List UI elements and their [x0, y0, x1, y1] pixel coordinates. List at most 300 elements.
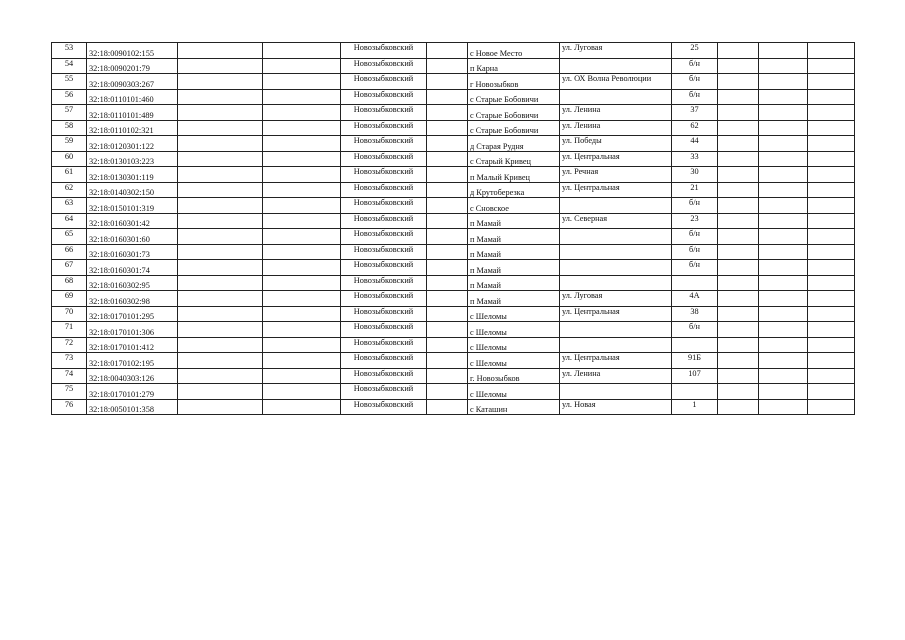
- empty-cell: [427, 229, 468, 245]
- empty-cell: [263, 167, 341, 183]
- district-name: Новозыбковский: [341, 198, 427, 214]
- district-name: Новозыбковский: [341, 74, 427, 90]
- street-name: [560, 244, 672, 260]
- empty-cell: [178, 89, 263, 105]
- empty-cell: [263, 58, 341, 74]
- district-name: Новозыбковский: [341, 213, 427, 229]
- cadastral-number: 32:18:0160301:73: [87, 244, 178, 260]
- empty-cell: [427, 384, 468, 400]
- house-number: 62: [672, 120, 718, 136]
- empty-cell: [427, 306, 468, 322]
- street-name: ул. ОХ Волна Революции: [560, 74, 672, 90]
- street-name: [560, 198, 672, 214]
- street-name: [560, 229, 672, 245]
- empty-cell: [718, 198, 759, 214]
- table-row: [52, 89, 855, 105]
- empty-cell: [178, 182, 263, 198]
- empty-cell: [178, 167, 263, 183]
- empty-cell: [759, 182, 808, 198]
- row-number: 72: [52, 337, 87, 353]
- empty-cell: [178, 229, 263, 245]
- cadastral-number: 32:18:0110102:321: [87, 120, 178, 136]
- house-number: 37: [672, 105, 718, 121]
- cadastral-number: 32:18:0050101:358: [87, 399, 178, 415]
- house-number: б/н: [672, 322, 718, 338]
- street-name: ул. Речная: [560, 167, 672, 183]
- district-name: Новозыбковский: [341, 105, 427, 121]
- row-number: 55: [52, 74, 87, 90]
- empty-cell: [178, 306, 263, 322]
- row-number: 66: [52, 244, 87, 260]
- empty-cell: [718, 244, 759, 260]
- row-number: 63: [52, 198, 87, 214]
- row-number: 69: [52, 291, 87, 307]
- row-number: 57: [52, 105, 87, 121]
- cadastral-number: 32:18:0120301:122: [87, 136, 178, 152]
- cadastral-number: 32:18:0090303:267: [87, 74, 178, 90]
- empty-cell: [718, 120, 759, 136]
- street-name: ул. Центральная: [560, 353, 672, 369]
- empty-cell: [759, 260, 808, 276]
- table-row: [52, 58, 855, 74]
- table-row: [52, 337, 855, 353]
- locality-name: п Малый Кривец: [468, 167, 560, 183]
- table-row: [52, 151, 855, 167]
- empty-cell: [718, 337, 759, 353]
- table-row: [52, 353, 855, 369]
- row-number: 75: [52, 384, 87, 400]
- empty-cell: [178, 291, 263, 307]
- empty-cell: [759, 291, 808, 307]
- locality-name: с Старые Бобовичи: [468, 89, 560, 105]
- cadastral-number: 32:18:0160301:42: [87, 213, 178, 229]
- house-number: [672, 384, 718, 400]
- empty-cell: [759, 167, 808, 183]
- empty-cell: [718, 182, 759, 198]
- empty-cell: [759, 43, 808, 59]
- district-name: Новозыбковский: [341, 291, 427, 307]
- empty-cell: [178, 384, 263, 400]
- empty-cell: [718, 58, 759, 74]
- empty-cell: [718, 74, 759, 90]
- locality-name: п Мамай: [468, 229, 560, 245]
- empty-cell: [178, 43, 263, 59]
- district-name: Новозыбковский: [341, 384, 427, 400]
- house-number: 1: [672, 399, 718, 415]
- empty-cell: [808, 58, 855, 74]
- house-number: 30: [672, 167, 718, 183]
- empty-cell: [718, 399, 759, 415]
- table-row: [52, 399, 855, 415]
- empty-cell: [808, 167, 855, 183]
- locality-name: п Мамай: [468, 213, 560, 229]
- empty-cell: [808, 275, 855, 291]
- locality-name: д Старая Рудня: [468, 136, 560, 152]
- empty-cell: [263, 306, 341, 322]
- locality-name: г Новозыбков: [468, 74, 560, 90]
- empty-cell: [718, 151, 759, 167]
- cadastral-number: 32:18:0160302:98: [87, 291, 178, 307]
- district-name: Новозыбковский: [341, 337, 427, 353]
- empty-cell: [808, 105, 855, 121]
- cadastral-number: 32:18:0130301:119: [87, 167, 178, 183]
- empty-cell: [263, 384, 341, 400]
- empty-cell: [263, 337, 341, 353]
- empty-cell: [427, 275, 468, 291]
- empty-cell: [263, 74, 341, 90]
- cadastral-number: 32:18:0130103:223: [87, 151, 178, 167]
- empty-cell: [718, 322, 759, 338]
- street-name: ул. Ленина: [560, 368, 672, 384]
- empty-cell: [718, 353, 759, 369]
- table-row: [52, 384, 855, 400]
- row-number: 73: [52, 353, 87, 369]
- row-number: 65: [52, 229, 87, 245]
- house-number: 4А: [672, 291, 718, 307]
- empty-cell: [808, 120, 855, 136]
- empty-cell: [263, 322, 341, 338]
- district-name: Новозыбковский: [341, 306, 427, 322]
- cadastral-number: 32:18:0160301:60: [87, 229, 178, 245]
- table-row: [52, 74, 855, 90]
- empty-cell: [759, 322, 808, 338]
- empty-cell: [759, 306, 808, 322]
- empty-cell: [427, 368, 468, 384]
- district-name: Новозыбковский: [341, 322, 427, 338]
- empty-cell: [759, 337, 808, 353]
- empty-cell: [263, 136, 341, 152]
- district-name: Новозыбковский: [341, 260, 427, 276]
- empty-cell: [263, 229, 341, 245]
- house-number: 44: [672, 136, 718, 152]
- empty-cell: [263, 43, 341, 59]
- empty-cell: [808, 368, 855, 384]
- cadastral-number: 32:18:0170101:279: [87, 384, 178, 400]
- empty-cell: [263, 213, 341, 229]
- street-name: ул. Луговая: [560, 291, 672, 307]
- empty-cell: [263, 120, 341, 136]
- empty-cell: [427, 43, 468, 59]
- empty-cell: [808, 136, 855, 152]
- empty-cell: [427, 260, 468, 276]
- empty-cell: [808, 260, 855, 276]
- empty-cell: [759, 353, 808, 369]
- locality-name: п Мамай: [468, 260, 560, 276]
- street-name: [560, 337, 672, 353]
- empty-cell: [178, 136, 263, 152]
- empty-cell: [427, 182, 468, 198]
- empty-cell: [718, 291, 759, 307]
- empty-cell: [808, 244, 855, 260]
- row-number: 62: [52, 182, 87, 198]
- empty-cell: [808, 229, 855, 245]
- empty-cell: [759, 244, 808, 260]
- empty-cell: [808, 306, 855, 322]
- empty-cell: [759, 368, 808, 384]
- district-name: Новозыбковский: [341, 229, 427, 245]
- row-number: 76: [52, 399, 87, 415]
- empty-cell: [808, 399, 855, 415]
- house-number: 33: [672, 151, 718, 167]
- empty-cell: [759, 105, 808, 121]
- empty-cell: [808, 353, 855, 369]
- house-number: 25: [672, 43, 718, 59]
- street-name: ул. Центральная: [560, 151, 672, 167]
- empty-cell: [263, 399, 341, 415]
- locality-name: с Шеломы: [468, 384, 560, 400]
- empty-cell: [759, 198, 808, 214]
- empty-cell: [178, 105, 263, 121]
- empty-cell: [759, 275, 808, 291]
- district-name: Новозыбковский: [341, 136, 427, 152]
- district-name: Новозыбковский: [341, 244, 427, 260]
- house-number: б/н: [672, 198, 718, 214]
- cadastral-number: 32:18:0140302:150: [87, 182, 178, 198]
- empty-cell: [178, 244, 263, 260]
- empty-cell: [178, 275, 263, 291]
- house-number: [672, 275, 718, 291]
- house-number: б/н: [672, 74, 718, 90]
- empty-cell: [178, 399, 263, 415]
- locality-name: п Карна: [468, 58, 560, 74]
- empty-cell: [718, 89, 759, 105]
- empty-cell: [427, 151, 468, 167]
- cadastral-number: 32:18:0090102:155: [87, 43, 178, 59]
- empty-cell: [759, 399, 808, 415]
- street-name: [560, 58, 672, 74]
- street-name: [560, 275, 672, 291]
- empty-cell: [718, 368, 759, 384]
- cadastral-number: 32:18:0150101:319: [87, 198, 178, 214]
- row-number: 53: [52, 43, 87, 59]
- empty-cell: [263, 260, 341, 276]
- empty-cell: [759, 74, 808, 90]
- district-name: Новозыбковский: [341, 167, 427, 183]
- empty-cell: [178, 260, 263, 276]
- empty-cell: [808, 182, 855, 198]
- row-number: 60: [52, 151, 87, 167]
- house-number: б/н: [672, 260, 718, 276]
- empty-cell: [178, 213, 263, 229]
- locality-name: с Сновское: [468, 198, 560, 214]
- empty-cell: [263, 368, 341, 384]
- locality-name: с Шеломы: [468, 337, 560, 353]
- empty-cell: [427, 167, 468, 183]
- row-number: 59: [52, 136, 87, 152]
- street-name: [560, 384, 672, 400]
- empty-cell: [808, 74, 855, 90]
- district-name: Новозыбковский: [341, 182, 427, 198]
- empty-cell: [808, 337, 855, 353]
- empty-cell: [427, 198, 468, 214]
- empty-cell: [263, 151, 341, 167]
- street-name: ул. Победы: [560, 136, 672, 152]
- empty-cell: [759, 384, 808, 400]
- empty-cell: [427, 120, 468, 136]
- cadastral-number: 32:18:0110101:489: [87, 105, 178, 121]
- empty-cell: [427, 399, 468, 415]
- row-number: 70: [52, 306, 87, 322]
- empty-cell: [178, 337, 263, 353]
- table-row: [52, 291, 855, 307]
- empty-cell: [427, 337, 468, 353]
- table-row: [52, 167, 855, 183]
- street-name: ул. Луговая: [560, 43, 672, 59]
- locality-name: п Мамай: [468, 244, 560, 260]
- locality-name: с Каташин: [468, 399, 560, 415]
- table-row: [52, 136, 855, 152]
- cadastral-number: 32:18:0110101:460: [87, 89, 178, 105]
- empty-cell: [263, 244, 341, 260]
- district-name: Новозыбковский: [341, 58, 427, 74]
- empty-cell: [263, 182, 341, 198]
- empty-cell: [427, 244, 468, 260]
- street-name: ул. Новая: [560, 399, 672, 415]
- locality-name: с Старый Кривец: [468, 151, 560, 167]
- empty-cell: [808, 43, 855, 59]
- locality-name: с Шеломы: [468, 322, 560, 338]
- table-row: [52, 105, 855, 121]
- table-row: [52, 120, 855, 136]
- empty-cell: [808, 322, 855, 338]
- district-name: Новозыбковский: [341, 275, 427, 291]
- house-number: [672, 337, 718, 353]
- empty-cell: [718, 384, 759, 400]
- row-number: 68: [52, 275, 87, 291]
- table-row: [52, 306, 855, 322]
- table-row: [52, 198, 855, 214]
- table-row: [52, 260, 855, 276]
- row-number: 58: [52, 120, 87, 136]
- empty-cell: [178, 58, 263, 74]
- empty-cell: [718, 275, 759, 291]
- house-number: б/н: [672, 89, 718, 105]
- row-number: 56: [52, 89, 87, 105]
- cadastral-number: 32:18:0160302:95: [87, 275, 178, 291]
- empty-cell: [808, 198, 855, 214]
- house-number: 107: [672, 368, 718, 384]
- empty-cell: [427, 105, 468, 121]
- cadastral-number: 32:18:0170101:306: [87, 322, 178, 338]
- registry-table: [51, 42, 855, 415]
- house-number: 21: [672, 182, 718, 198]
- locality-name: с Новое Место: [468, 43, 560, 59]
- row-number: 67: [52, 260, 87, 276]
- empty-cell: [178, 353, 263, 369]
- empty-cell: [718, 105, 759, 121]
- district-name: Новозыбковский: [341, 368, 427, 384]
- empty-cell: [718, 43, 759, 59]
- empty-cell: [718, 229, 759, 245]
- empty-cell: [427, 291, 468, 307]
- district-name: Новозыбковский: [341, 399, 427, 415]
- street-name: ул. Центральная: [560, 306, 672, 322]
- table-row: [52, 322, 855, 338]
- cadastral-number: 32:18:0170102:195: [87, 353, 178, 369]
- empty-cell: [759, 136, 808, 152]
- empty-cell: [178, 322, 263, 338]
- empty-cell: [718, 136, 759, 152]
- locality-name: с Шеломы: [468, 306, 560, 322]
- empty-cell: [718, 260, 759, 276]
- table-row: [52, 275, 855, 291]
- locality-name: с Старые Бобовичи: [468, 105, 560, 121]
- cadastral-number: 32:18:0040303:126: [87, 368, 178, 384]
- empty-cell: [808, 89, 855, 105]
- empty-cell: [427, 136, 468, 152]
- registry-body: [52, 43, 855, 415]
- locality-name: с Шеломы: [468, 353, 560, 369]
- cadastral-number: 32:18:0160301:74: [87, 260, 178, 276]
- empty-cell: [427, 213, 468, 229]
- empty-cell: [427, 353, 468, 369]
- empty-cell: [808, 384, 855, 400]
- house-number: б/н: [672, 58, 718, 74]
- empty-cell: [263, 275, 341, 291]
- empty-cell: [808, 291, 855, 307]
- empty-cell: [759, 58, 808, 74]
- street-name: ул. Северная: [560, 213, 672, 229]
- street-name: [560, 260, 672, 276]
- table-row: [52, 213, 855, 229]
- empty-cell: [263, 105, 341, 121]
- table-row: [52, 368, 855, 384]
- house-number: 91Б: [672, 353, 718, 369]
- empty-cell: [178, 198, 263, 214]
- locality-name: п Мамай: [468, 275, 560, 291]
- cadastral-number: 32:18:0090201:79: [87, 58, 178, 74]
- empty-cell: [178, 151, 263, 167]
- empty-cell: [759, 151, 808, 167]
- row-number: 71: [52, 322, 87, 338]
- empty-cell: [718, 213, 759, 229]
- house-number: б/н: [672, 244, 718, 260]
- district-name: Новозыбковский: [341, 120, 427, 136]
- empty-cell: [759, 229, 808, 245]
- table-row: [52, 182, 855, 198]
- street-name: ул. Ленина: [560, 105, 672, 121]
- cadastral-number: 32:18:0170101:412: [87, 337, 178, 353]
- row-number: 54: [52, 58, 87, 74]
- locality-name: с Старые Бобовичи: [468, 120, 560, 136]
- empty-cell: [808, 151, 855, 167]
- empty-cell: [427, 322, 468, 338]
- district-name: Новозыбковский: [341, 353, 427, 369]
- empty-cell: [178, 74, 263, 90]
- table-row: [52, 244, 855, 260]
- cadastral-number: 32:18:0170101:295: [87, 306, 178, 322]
- empty-cell: [263, 89, 341, 105]
- empty-cell: [759, 213, 808, 229]
- house-number: 38: [672, 306, 718, 322]
- empty-cell: [427, 89, 468, 105]
- locality-name: п Мамай: [468, 291, 560, 307]
- empty-cell: [263, 291, 341, 307]
- row-number: 64: [52, 213, 87, 229]
- empty-cell: [263, 198, 341, 214]
- table-row: [52, 229, 855, 245]
- empty-cell: [759, 89, 808, 105]
- empty-cell: [718, 306, 759, 322]
- empty-cell: [759, 120, 808, 136]
- row-number: 61: [52, 167, 87, 183]
- row-number: 74: [52, 368, 87, 384]
- street-name: ул. Ленина: [560, 120, 672, 136]
- empty-cell: [718, 167, 759, 183]
- empty-cell: [178, 368, 263, 384]
- district-name: Новозыбковский: [341, 43, 427, 59]
- district-name: Новозыбковский: [341, 89, 427, 105]
